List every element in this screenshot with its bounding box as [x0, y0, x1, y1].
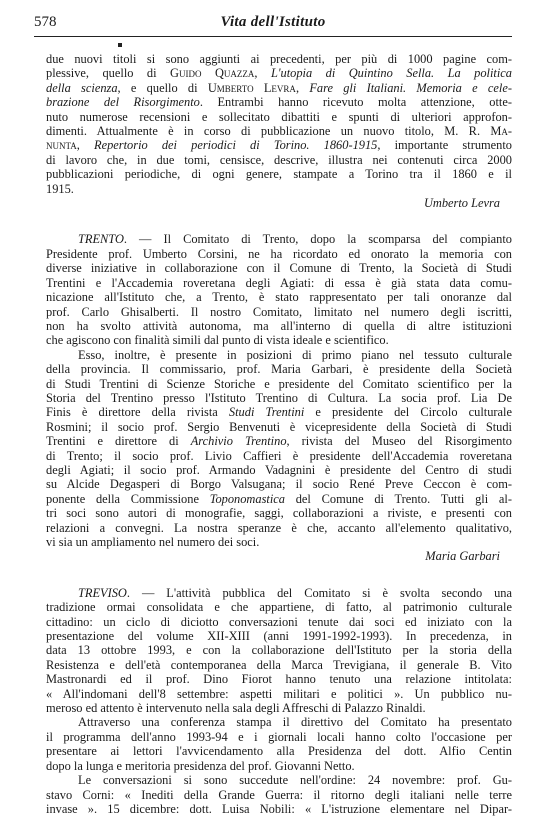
text-run: ponente della Commissione	[46, 491, 210, 506]
text-line	[46, 521, 512, 535]
text-line	[46, 167, 512, 181]
text-line	[46, 615, 512, 629]
text-line	[46, 305, 512, 319]
text-line	[46, 434, 512, 448]
text-line	[46, 247, 512, 261]
text-line	[46, 730, 512, 744]
text-run: . — L'attività pubblica del Comitato si è svolta secondo una	[126, 585, 512, 600]
text-line	[46, 362, 512, 376]
paragraph	[46, 773, 512, 816]
text-run: Resistenza e dell'età contemporanea della Marca Trevigiana, il generale B. Vito	[46, 657, 512, 672]
text-line	[46, 492, 512, 506]
text-line	[46, 643, 512, 657]
text-run: degli Agiati; il socio prof. Armando Vadagnini è presidente del Centro di studi	[46, 462, 512, 477]
text-run: Trentini e direttore di	[46, 434, 191, 449]
text-run: TREVISO	[78, 585, 127, 600]
text-run: plessive, quello di	[46, 66, 171, 81]
paragraph	[46, 348, 512, 550]
text-line	[46, 586, 512, 600]
section-gap	[46, 564, 512, 586]
text-run: TRENTO	[78, 232, 124, 247]
text-line	[46, 658, 512, 672]
text-run: , importante strumento	[377, 138, 512, 153]
text-line	[46, 182, 512, 196]
section-gap	[46, 210, 512, 232]
running-title: Vita dell'Istituto	[220, 14, 326, 30]
text-run: Presidente prof. Umberto Corsini, ne ha ricordato ed onorato la memoria con	[46, 246, 512, 261]
text-run: pubblicazioni periodiche, di ogni genere, stampate a Torino tra il 1860 e il	[46, 167, 512, 182]
text-run: Repertorio dei periodici di Torino. 1860-1915	[94, 138, 378, 153]
text-run: Storia del Trentino presso l'Istituto Trentino di Cultura. La socia prof. Lia De	[46, 390, 512, 405]
text-line	[46, 124, 512, 138]
text-line	[46, 802, 512, 816]
text-line	[46, 715, 512, 729]
text-run: nunta	[46, 138, 77, 153]
text-run: ,	[295, 80, 310, 95]
text-line	[46, 449, 512, 463]
page-header	[34, 14, 512, 36]
text-line	[46, 788, 512, 802]
header-rule	[34, 36, 512, 37]
text-run: Archivio Trentino	[190, 434, 287, 449]
text-run: e presidente del Circolo culturale	[304, 405, 512, 420]
text-line	[46, 261, 512, 275]
text-line	[46, 290, 512, 304]
text-run: di Trento; il socio prof. Livio Caffieri è presidente dell'Accademia roveretana	[46, 448, 512, 463]
text-run: invase ». 15 dicembre: dott. Luisa Nobili: « L'istruzione elementare nel Dipar-	[46, 801, 512, 816]
text-run: Studi Trentini	[228, 405, 305, 420]
text-line	[46, 110, 512, 124]
text-run: Attraverso una conferenza stampa il direttivo del Comitato ha presentato	[78, 715, 512, 730]
text-line	[46, 506, 512, 520]
text-line	[46, 52, 512, 66]
text-run: Ma-	[490, 124, 512, 139]
text-run: su Alcide Degasperi di Borgo Valsugana; il socio René Preve Ceccon è com-	[46, 477, 512, 492]
text-run: di Studi Trentini di Scienze Storiche e presidente del Comitato scientifico per la	[46, 376, 512, 391]
text-run: ,	[76, 138, 95, 153]
text-run: . — Il Comitato di Trento, dopo la scomparsa del compianto	[123, 232, 512, 247]
text-run: cittadino: un ciclo di diciotto conversazioni tenute dai soci ed iniziato con la	[46, 614, 512, 629]
text-run: nicazione all'Istituto che, a Trento, è stato rappresentato per tali onoranze dal	[46, 290, 512, 305]
text-run: prof. Carlo Ghisalberti. Il nostro Comitato, limitato nel numero degli iscritti,	[46, 304, 512, 319]
text-run: presentare ai lettori l'avvicendamento alla Presidenza del dott. Alfio Centin	[46, 744, 512, 759]
text-line	[46, 687, 512, 701]
text-run: 1915.	[46, 181, 74, 196]
text-run: Le conversazioni si sono succedute nell'ordine: 24 novembre: prof. Gu-	[78, 773, 512, 788]
text-line	[46, 377, 512, 391]
paragraph	[46, 715, 512, 773]
text-run: vi sia un ampliamento nel numero dei soci.	[46, 535, 260, 549]
text-run: Toponomastica	[209, 491, 285, 506]
text-run: L'utopia di Quintino Sella. La politica	[270, 66, 512, 81]
text-run: , rivista del Museo del Risorgimento	[286, 434, 512, 449]
text-line	[46, 759, 512, 773]
text-line	[46, 232, 512, 246]
text-line	[46, 535, 512, 549]
text-run: meroso ed attento è intervenuto nella sala degli Affreschi di Palazzo Rinaldi.	[46, 701, 426, 716]
text-line	[46, 333, 512, 347]
paragraph	[46, 52, 512, 196]
text-run: Mastronardi ed il prof. Dino Fiorot hanno tenuto una relazione intitolata:	[46, 672, 512, 687]
text-run: che agiscono con finalità simili dal punto di vista ideale e scientifico.	[46, 333, 389, 348]
text-run: Esso, inoltre, è presente in posizioni di primo piano nel tessuto culturale	[78, 347, 512, 362]
text-line	[46, 672, 512, 686]
text-run: dopo la lunga e meritoria presidenza del prof. Giovanni Netto.	[46, 758, 355, 773]
text-run: del Comune di Trento. Tutti gli al-	[284, 491, 513, 506]
text-run: tri soci sono autori di monografie, saggi, collaborazioni a riviste, e presenti con	[46, 506, 512, 521]
signature: Maria Garbari	[425, 549, 500, 564]
text-run: , e quello di	[117, 80, 208, 95]
text-line	[46, 744, 512, 758]
text-line	[46, 95, 512, 109]
text-run: Finis è direttore della rivista	[46, 405, 229, 420]
text-run: brazione del Risorgimento	[46, 95, 200, 110]
text-line	[46, 153, 512, 167]
body-text	[46, 52, 512, 816]
text-line	[46, 405, 512, 419]
text-run: Trentini e l'Accademia roveretana degli Agiati: di essa è già stata data comu-	[46, 275, 512, 290]
text-run: presentazione del volume XII-XIII (anni 1991-1992-1993). In precedenza, in	[46, 629, 512, 644]
text-run: « All'indomani dell'8 settembre: aspetti militari e politici ». Un pubblico nu-	[46, 686, 512, 701]
page-number: 578	[34, 14, 57, 30]
text-line	[46, 600, 512, 614]
text-run: ,	[254, 66, 271, 81]
text-line	[46, 138, 512, 152]
text-line	[46, 66, 512, 80]
text-line	[46, 477, 512, 491]
text-line	[46, 391, 512, 405]
text-run: Fare gli Italiani. Memoria e cele-	[309, 80, 512, 95]
text-line	[46, 420, 512, 434]
text-line	[46, 276, 512, 290]
text-run: relazioni a convegni. La nostra speranze è che, accanto all'elemento qualitativo,	[46, 520, 512, 535]
text-line	[46, 81, 512, 95]
text-run: della scienza	[46, 80, 118, 95]
text-run: . Entrambi hanno ricevuto molta attenzione, otte-	[199, 95, 512, 110]
text-line	[46, 773, 512, 787]
text-run: Rosmini; il socio prof. Sergio Benvenuti è vicepresidente della Società di Studi	[46, 419, 512, 434]
text-run: di lavoro che, in due tomi, censisce, descrive, illustra nei contenuti circa 2000	[46, 152, 512, 167]
text-run: non ha svolto attività autonoma, ma all'interno di quella di altre istituzioni	[46, 318, 512, 333]
text-line	[46, 348, 512, 362]
text-run: nuto numerose recensioni e sollecitato dibattiti e spunti di ulteriori approfon-	[46, 109, 512, 124]
text-line	[46, 319, 512, 333]
signature: Umberto Levra	[423, 196, 500, 211]
text-run: data 13 ottobre 1993, e con la collaborazione dell'Istituto per la storia della	[46, 643, 512, 658]
paragraph	[46, 232, 512, 347]
text-run: diverse iniziative in collaborazione con il Comune di Trento, la Società di Studi	[46, 261, 512, 276]
text-run: della provincia. Il commissario, prof. Maria Garbari, è presidente della Società	[46, 362, 512, 377]
text-line	[46, 629, 512, 643]
text-run: tradizione ormai consolidata e che appartiene, di fatto, al patrimonio culturale	[46, 600, 512, 615]
text-run: due nuovi titoli si sono aggiunti ai precedenti, per più di 1000 pagine com-	[46, 52, 512, 66]
text-line	[46, 701, 512, 715]
text-run: stavo Corni: « Inediti della Grande Guerra: il ritorno degli italiani nelle terre	[46, 787, 512, 802]
text-run: dimenti. Attualmente è in corso di pubblicazione un nuovo titolo, M. R.	[46, 124, 491, 139]
text-run: Guido Quazza	[170, 66, 255, 81]
text-line	[46, 463, 512, 477]
ink-mark	[118, 43, 122, 47]
text-run: Umberto Levra	[207, 80, 296, 95]
text-run: il programma dell'anno 1993-94 e i giornali locali hanno colto l'occasione per	[46, 729, 512, 744]
paragraph	[46, 586, 512, 716]
